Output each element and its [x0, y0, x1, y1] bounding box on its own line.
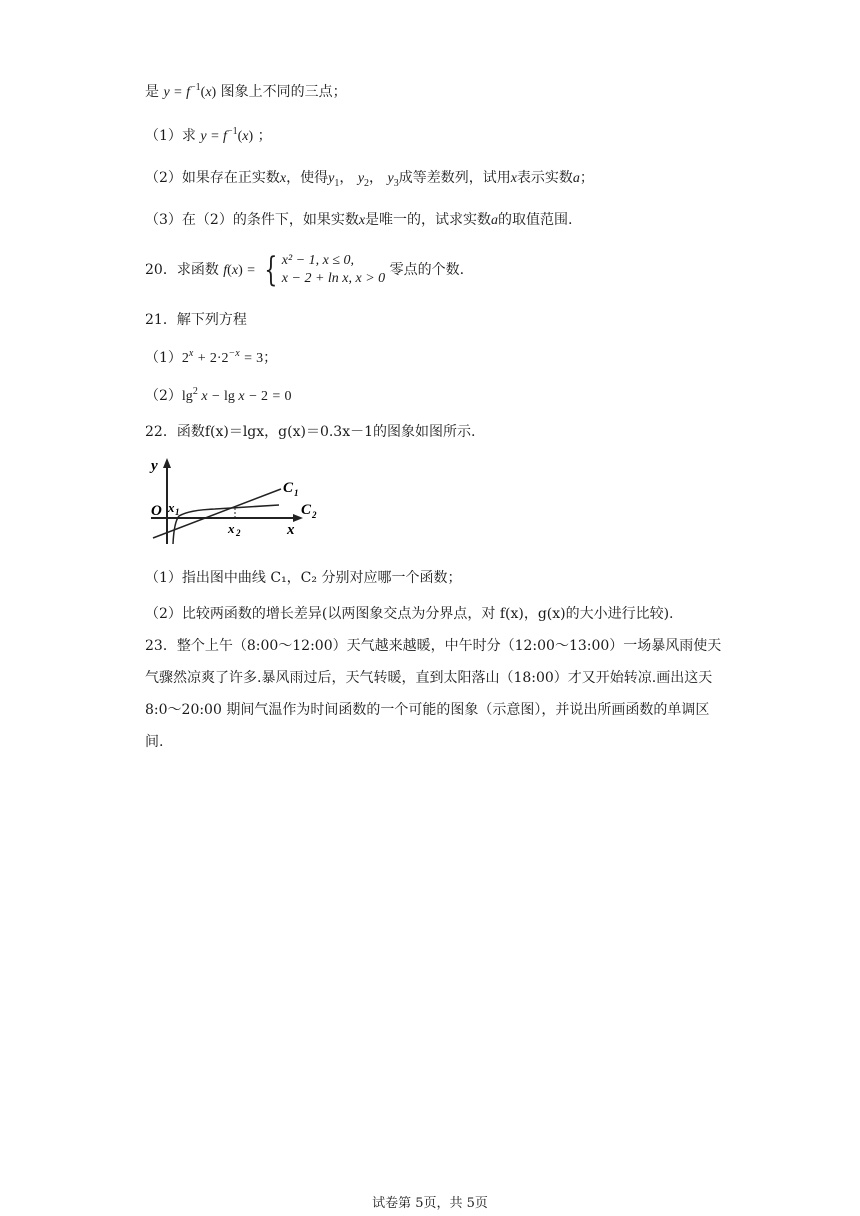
q22-title: 22．函数f(x)＝lgx，g(x)＝0.3x－1的图象如图所示. [145, 424, 476, 440]
c1-sub: 1 [294, 488, 299, 498]
q19-intro: 是 $y = f^{-1}(x)$ 图象上不同的三点； [145, 82, 347, 100]
function-graph-figure [145, 452, 330, 547]
c2-sub: 2 [312, 510, 317, 520]
q21-part1: $(1)2^x + 2\cdot 2^{-x} = 3$； [145, 348, 278, 366]
equation-2: $\lg^2 x - \lg x - 2 = 0$ [181, 386, 292, 404]
piecewise-function: { x² − 1, x ≤ 0, x − 2 + ln x, x > 0 [264, 250, 386, 290]
q19-part3: （3）在（2）的条件下，如果实数x是唯一的，试求实数a的取值范围. [145, 212, 573, 228]
c2-label: C [301, 502, 312, 518]
equation-1: $2^x + 2\cdot 2^{-x} = 3$ [181, 348, 264, 366]
y-label: y [151, 458, 158, 474]
c1-label: C [283, 480, 294, 496]
x1-sub: 1 [175, 507, 180, 517]
y-axis-arrow [163, 458, 171, 468]
page-footer: 试卷第 5页，共 5页 [372, 1196, 488, 1211]
q21-title: 21．解下列方程 [145, 312, 247, 328]
function-name: f(x) = [223, 263, 256, 278]
q22-part1: （1）指出图中曲线 C₁，C₂ 分别对应哪一个函数； [145, 570, 462, 586]
q21-part2: $(2)\lg^2$ x − lg x − 2 = 0 [145, 386, 292, 404]
x1-label: x [168, 500, 175, 515]
q22-part2: （2）比较两函数的增长差异(以两图象交点为分界点，对 f(x)，g(x)的大小进行比较). [145, 606, 674, 622]
q19-part2: （2）如果存在正实数x，使得$y_1$， $y_2$， $y_3$成等差数列，试用x表示实数a； [145, 170, 594, 189]
x2-label: x [228, 521, 235, 536]
q20: 20．求函数 f(x) = { x² − 1, x ≤ 0, x − 2 + ln x, x > 0 零点的个数. [145, 250, 465, 290]
q23-text: 23．整个上午（8:00～12:00）天气越来越暖，中午时分（12:00～13:00）一场暴风雨使天气骤然凉爽了许多.暴风雨过后，天气转暖，直到太阳落山（18:00）才又开始转凉.画出这天 8:0～20:00 期间气温作为时间函数的一个可能的图象（示意图），并说出所画函数的单调区间. [145, 638, 722, 750]
x-label: x [287, 522, 295, 538]
inverse-function-expr: $y = f^{-1}(x)$ [163, 82, 217, 100]
origin-label: O [151, 503, 162, 519]
q19-part1: （1）求 $y = f^{-1}(x)$ ； [145, 126, 272, 144]
x2-sub: 2 [236, 528, 241, 538]
inverse-function-expr-2: $y = f^{-1}(x)$ [200, 126, 254, 144]
